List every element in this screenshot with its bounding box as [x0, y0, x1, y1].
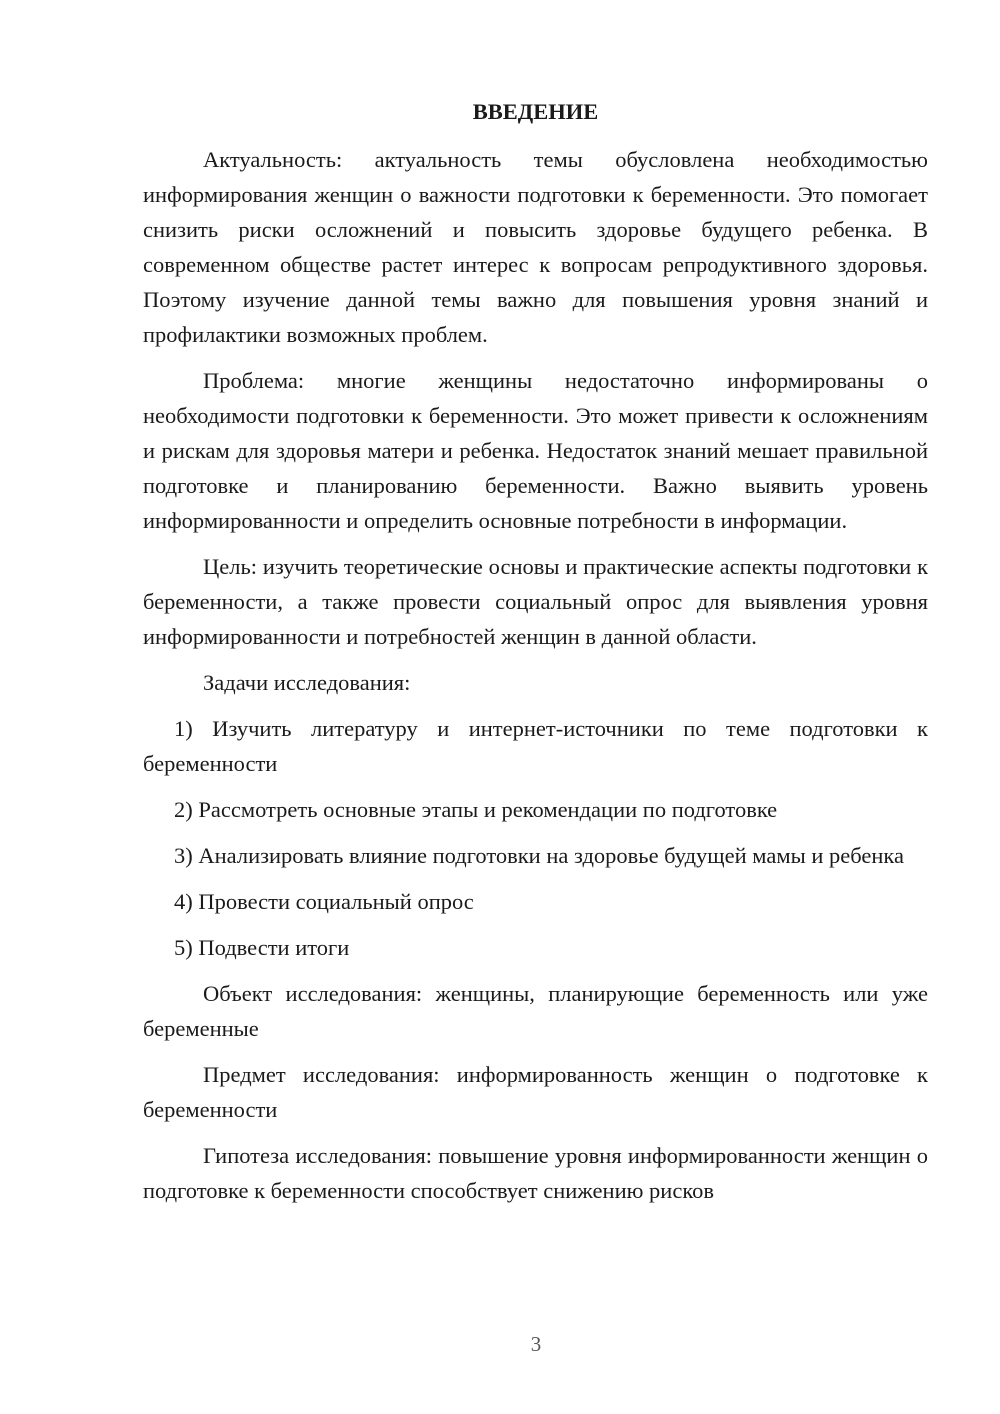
paragraph-hypothesis: Гипотеза исследования: повышение уровня информированности женщин о подготовке к беременности способствует снижению рисков	[143, 1143, 928, 1203]
paragraph-goal: Цель: изучить теоретические основы и практические аспекты подготовки к беременности, а также провести социальный опрос для выявления уровня информированности и потребностей женщин в данной области.	[143, 554, 928, 649]
paragraph-problem: Проблема: многие женщины недостаточно информированы о необходимости подготовки к беременности. Это может привести к осложнениям и рискам для здоровья матери и ребенка. Недостаток знаний мешает правильной подготовке и планированию беременности. Важно выявить уровень информированности и определить основные потребности в информации.	[143, 368, 928, 533]
task-item-5: 5) Подвести итоги	[174, 935, 350, 960]
task-item-3: 3) Анализировать влияние подготовки на здоровье будущей мамы и ребенка	[174, 843, 904, 868]
page-content	[143, 94, 928, 1219]
task-item-4: 4) Провести социальный опрос	[174, 889, 474, 914]
task-item-1: 1) Изучить литературу и интернет-источники по теме подготовки к беременности	[143, 716, 928, 776]
paragraph-relevance: Актуальность: актуальность темы обусловлена необходимостью информирования женщин о важности подготовки к беременности. Это помогает снизить риски осложнений и повысить здоровье будущего ребенка. В современном обществе растет интерес к вопросам репродуктивного здоровья. Поэтому изучение данной темы важно для повышения уровня знаний и профилактики возможных проблем.	[143, 147, 928, 347]
paragraph-subject: Предмет исследования: информированность женщин о подготовке к беременности	[143, 1062, 928, 1122]
paragraph-tasks-heading: Задачи исследования:	[203, 670, 411, 695]
task-item-2: 2) Рассмотреть основные этапы и рекомендации по подготовке	[174, 797, 778, 822]
section-title: ВВЕДЕНИЕ	[472, 99, 599, 124]
page-number: 3	[530, 1332, 542, 1356]
paragraph-object: Объект исследования: женщины, планирующие беременность или уже беременные	[143, 981, 928, 1041]
